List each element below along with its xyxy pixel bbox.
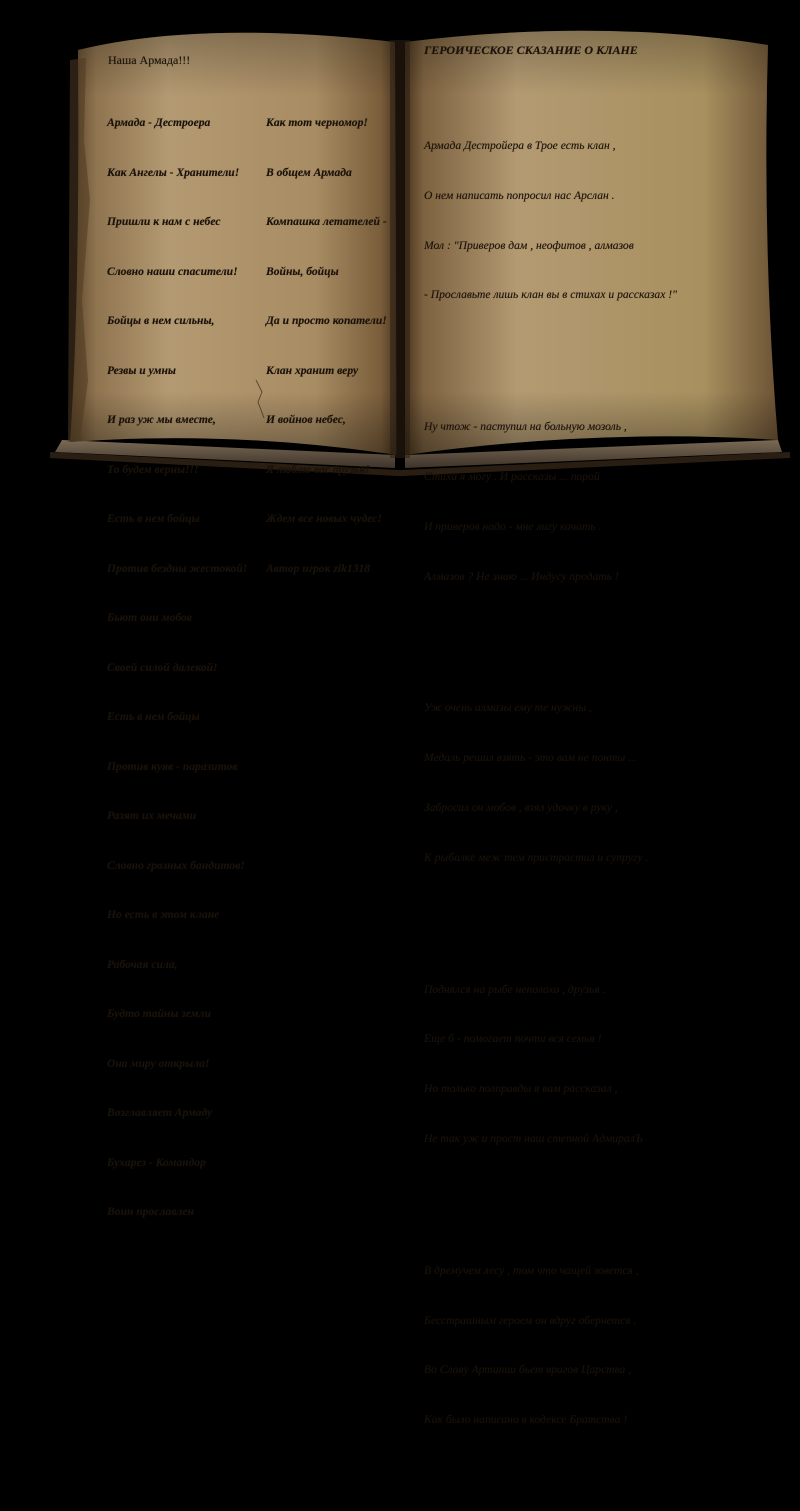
poem-line: - Прославьте лишь клан вы в стихах и рассказах !" xyxy=(424,288,677,302)
poem-line: Войны, бойцы xyxy=(266,264,339,278)
poem-line: В дремучем лесу , том что чащей зовется , xyxy=(424,1263,639,1277)
stanza xyxy=(424,1230,677,1462)
left-page-title: Наша Армада!!! xyxy=(108,53,191,67)
poem-line: Рабочая сила, xyxy=(107,957,178,971)
poem-line: Пришли к нам с небес xyxy=(107,215,221,228)
poem-line: Бесстрашным героем он вдруг обернется . xyxy=(424,1313,637,1327)
poem-line: Ждем все новых чудес! xyxy=(266,512,382,525)
poem-line: Бьют они мобов xyxy=(107,611,192,624)
poem-line: Стихи я могу . И рассказы ... порой xyxy=(424,469,600,483)
poem-line: Не так уж и прост наш степной АдмиралЪ xyxy=(424,1131,643,1145)
poem-line: Резвы и умны xyxy=(107,363,176,377)
poem-line: Мол : "Приверов дам , неофитов , алмазов xyxy=(424,238,634,252)
poem-line: Бухарез - Командор xyxy=(107,1155,206,1169)
poem-line: Компашка летателей - xyxy=(266,215,387,228)
poem-line: Разят их мечами xyxy=(107,809,197,822)
poem-line: Как Ангелы - Хранители! xyxy=(107,165,240,179)
poem-line: Медаль решил взять - это вам не понты ... xyxy=(424,751,637,765)
left-page-column-1 xyxy=(107,82,247,1254)
poem-line: Забросил он мобов , взял удочку в руку , xyxy=(424,800,618,814)
stanza xyxy=(424,386,677,618)
poem-line: Уж очень алмазы ему те нужны , xyxy=(424,701,592,715)
poem-line: То будем верны!!! xyxy=(107,462,199,476)
poem-line: И приверов надо - мне лигу качать . xyxy=(424,519,602,533)
poem-line: Будто тайны земли xyxy=(107,1007,212,1020)
poem-line: Армада Дестройера в Трое есть клан , xyxy=(424,139,616,152)
poem-line: К рыбалке меж тем пристрастил и супругу . xyxy=(424,850,649,864)
poem-line: Алмазов ? Не знаю ... Индусу продать ! xyxy=(424,569,619,583)
stanza xyxy=(424,949,677,1181)
poem-line: В общем Армада xyxy=(266,165,352,179)
poem-line: Возглавляет Армаду xyxy=(107,1106,213,1119)
poem-line: Но только полправды я вам рассказал , xyxy=(424,1082,618,1096)
right-page-body xyxy=(424,72,677,1511)
poem-line: Во Славу Артании бьет врагов Царства , xyxy=(424,1363,632,1377)
poem-line: Поднялся на рыбе неполохо , друзья . xyxy=(424,982,606,996)
stanza xyxy=(424,105,677,337)
poem-line: Против куяв - паразитов xyxy=(107,759,238,773)
right-page-title: ГЕРОИЧЕСКОЕ СКАЗАНИЕ О КЛАНЕ xyxy=(424,43,638,57)
poem-line: Я люблю вас друзья! xyxy=(266,462,370,476)
poem-author: Автор игрок zik1318 xyxy=(266,561,371,575)
poem-line: Против бездны жестокой! xyxy=(107,561,248,575)
poem-line: О нем написать попросил нас Арслан . xyxy=(424,188,615,202)
poem-line: Да и просто копатели! xyxy=(266,314,387,327)
poem-line: Есть в нем бойцы xyxy=(107,710,200,723)
poem-line: Но есть в этом клане xyxy=(107,908,220,921)
poem-line: Как тот черномор! xyxy=(266,116,368,129)
poem-line: Она миру открыла! xyxy=(107,1056,210,1070)
poem-line: Словно грозных бандитов! xyxy=(107,858,245,872)
poem-line: Клан хранит веру xyxy=(266,363,359,377)
poem-line: Бойцы в нем сильны, xyxy=(107,314,215,327)
poem-line: Словно наши спасители! xyxy=(107,264,238,278)
poem-line: Своей силой далекой! xyxy=(107,660,218,674)
poem-line: Ну чтож - паступил на больную мозоль , xyxy=(424,420,627,434)
stanza xyxy=(424,667,677,899)
left-page-column-2 xyxy=(266,82,387,610)
poem-line: Как было написано в кодексе Братства ! xyxy=(424,1413,628,1427)
poem-line: Есть в нем бойцы xyxy=(107,512,200,525)
poem-line: Еще б - помогает почти вся семья ! xyxy=(424,1032,602,1046)
poem-line: И раз уж мы вместе, xyxy=(107,413,216,426)
poem-line: И войнов небес, xyxy=(266,413,346,426)
poem-line: Воин прославлен xyxy=(107,1205,194,1218)
poem-line: Армада - Дестроера xyxy=(107,116,211,129)
